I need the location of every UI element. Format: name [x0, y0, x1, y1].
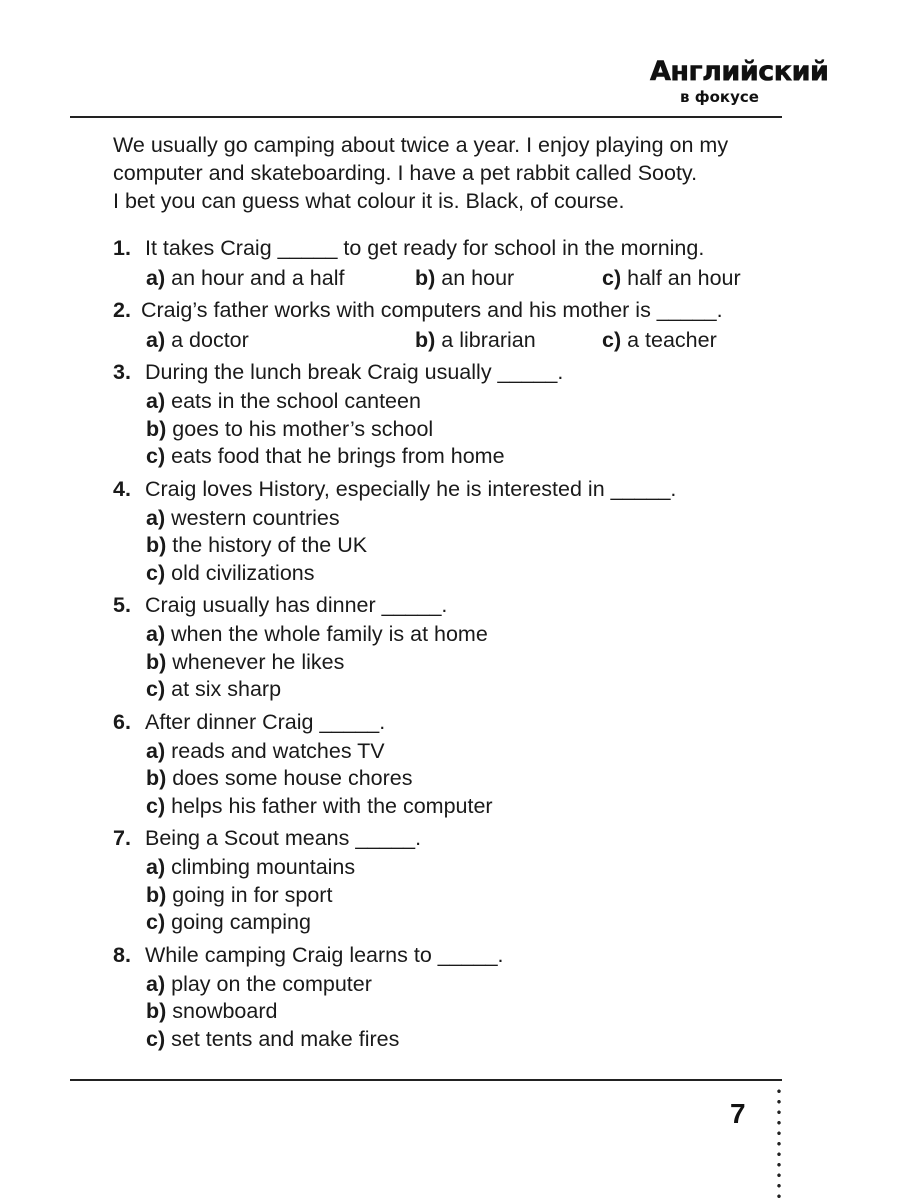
dotted-margin-line — [777, 1086, 781, 1200]
option-text: a librarian — [441, 328, 536, 352]
answer-option — [146, 505, 803, 533]
option-letter: c) — [146, 1026, 166, 1051]
answer-option — [602, 264, 741, 292]
option-letter: c) — [146, 677, 166, 701]
question-item — [113, 708, 803, 821]
option-text: climbing mountains — [171, 855, 356, 879]
answer-options — [146, 971, 803, 1054]
page-content — [113, 131, 803, 1057]
option-letter: a) — [146, 505, 166, 530]
option-text: eats food that he brings from home — [171, 444, 505, 468]
page-number: 7 — [730, 1098, 746, 1129]
question-item — [113, 591, 803, 704]
answer-option — [146, 971, 803, 999]
answer-options — [146, 854, 803, 937]
logo-subtitle: в фокусе — [680, 88, 759, 106]
question-item — [113, 941, 803, 1054]
intro-line: I bet you can guess what colour it is. Black, of course. — [113, 189, 625, 213]
option-letter: a) — [146, 971, 166, 996]
question-line — [113, 591, 803, 619]
answer-option — [146, 998, 803, 1026]
option-text: western countries — [171, 505, 340, 530]
option-letter: b) — [146, 416, 167, 441]
option-text: an hour — [441, 266, 515, 290]
option-letter: a) — [146, 738, 166, 763]
answer-options — [146, 738, 803, 821]
question-text: During the lunch break Craig usually _____. — [145, 360, 564, 384]
answer-options — [146, 388, 803, 471]
question-text: Craig usually has dinner _____. — [145, 593, 448, 617]
question-line — [113, 296, 803, 324]
option-text: play on the computer — [171, 971, 372, 996]
option-text: set tents and make fires — [171, 1026, 400, 1051]
question-item — [113, 475, 803, 588]
option-text: helps his father with the computer — [171, 793, 493, 818]
option-text: does some house chores — [172, 766, 413, 790]
question-text: Craig loves History, especially he is interested in _____. — [145, 476, 677, 501]
top-divider — [70, 116, 782, 118]
option-text: snowboard — [172, 999, 278, 1023]
option-text: going camping — [171, 910, 311, 934]
answer-option — [146, 676, 803, 704]
answer-option — [146, 264, 415, 292]
option-letter: b) — [146, 882, 167, 907]
answer-option — [415, 264, 602, 292]
option-letter: c) — [602, 266, 622, 290]
question-number: 6. — [113, 709, 131, 734]
option-letter: a) — [146, 389, 166, 413]
question-item — [113, 296, 803, 354]
logo-title: Английский — [650, 56, 829, 87]
option-letter: b) — [146, 533, 167, 557]
intro-line: computer and skateboarding. I have a pet rabbit called Sooty. — [113, 161, 698, 185]
question-number: 3. — [113, 360, 131, 384]
option-text: eats in the school canteen — [171, 389, 421, 413]
question-line — [113, 824, 803, 852]
intro-line: We usually go camping about twice a year. I enjoy playing on my — [113, 133, 729, 157]
question-text: It takes Craig _____ to get ready for school in the morning. — [145, 236, 705, 260]
answer-option — [146, 882, 803, 910]
bottom-divider — [70, 1079, 782, 1081]
answer-option — [146, 649, 803, 677]
question-number: 8. — [113, 942, 131, 967]
option-letter: c) — [146, 793, 166, 818]
answer-option — [146, 326, 415, 354]
question-line — [113, 358, 803, 386]
option-letter: a) — [146, 266, 166, 290]
question-text: After dinner Craig _____. — [145, 709, 386, 734]
option-letter: c) — [602, 328, 622, 352]
option-text: going in for sport — [172, 882, 333, 907]
question-number: 1. — [113, 236, 131, 260]
option-letter: b) — [415, 328, 436, 352]
question-line — [113, 708, 803, 736]
question-text: Being a Scout means _____. — [145, 826, 422, 850]
question-line — [113, 475, 803, 503]
option-letter: b) — [415, 266, 436, 290]
question-line — [113, 234, 803, 262]
option-letter: a) — [146, 622, 166, 646]
option-text: the history of the UK — [172, 533, 368, 557]
option-text: whenever he likes — [172, 649, 345, 674]
answer-option — [146, 854, 803, 882]
answer-option — [146, 621, 803, 649]
answer-option — [146, 388, 803, 416]
answer-option — [146, 1026, 803, 1054]
option-letter: b) — [146, 999, 167, 1023]
answer-option — [146, 793, 803, 821]
option-letter: a) — [146, 328, 166, 352]
option-text: half an hour — [627, 266, 741, 290]
answer-options — [146, 326, 803, 354]
question-list — [113, 234, 803, 1053]
option-text: an hour and a half — [171, 266, 345, 290]
answer-option — [146, 443, 803, 471]
answer-option — [146, 532, 803, 560]
publisher-logo — [640, 52, 829, 112]
option-letter: a) — [146, 855, 166, 879]
option-text: a doctor — [171, 328, 249, 352]
answer-option — [146, 765, 803, 793]
question-item — [113, 358, 803, 471]
answer-option — [146, 416, 803, 444]
answer-options — [146, 621, 803, 704]
question-text: While camping Craig learns to _____. — [145, 942, 504, 967]
option-text: a teacher — [627, 328, 717, 352]
question-number: 4. — [113, 476, 131, 501]
option-letter: b) — [146, 649, 167, 674]
answer-option — [146, 560, 803, 588]
option-letter: c) — [146, 444, 166, 468]
question-number: 5. — [113, 593, 131, 617]
option-letter: c) — [146, 560, 166, 585]
option-letter: b) — [146, 766, 167, 790]
option-letter: c) — [146, 910, 166, 934]
intro-paragraph — [113, 131, 803, 215]
option-text: when the whole family is at home — [171, 622, 488, 646]
option-text: reads and watches TV — [171, 738, 385, 763]
answer-options — [146, 264, 803, 292]
question-item — [113, 824, 803, 937]
answer-options — [146, 505, 803, 588]
option-text: at six sharp — [171, 677, 282, 701]
answer-option — [146, 738, 803, 766]
answer-option — [602, 326, 717, 354]
question-line — [113, 941, 803, 969]
question-item — [113, 234, 803, 292]
answer-option — [146, 909, 803, 937]
question-number: 2. — [113, 298, 131, 322]
option-text: goes to his mother’s school — [172, 416, 434, 441]
question-number: 7. — [113, 826, 131, 850]
question-text: Craig’s father works with computers and his mother is _____. — [141, 298, 723, 322]
answer-option — [415, 326, 602, 354]
option-text: old civilizations — [171, 560, 315, 585]
